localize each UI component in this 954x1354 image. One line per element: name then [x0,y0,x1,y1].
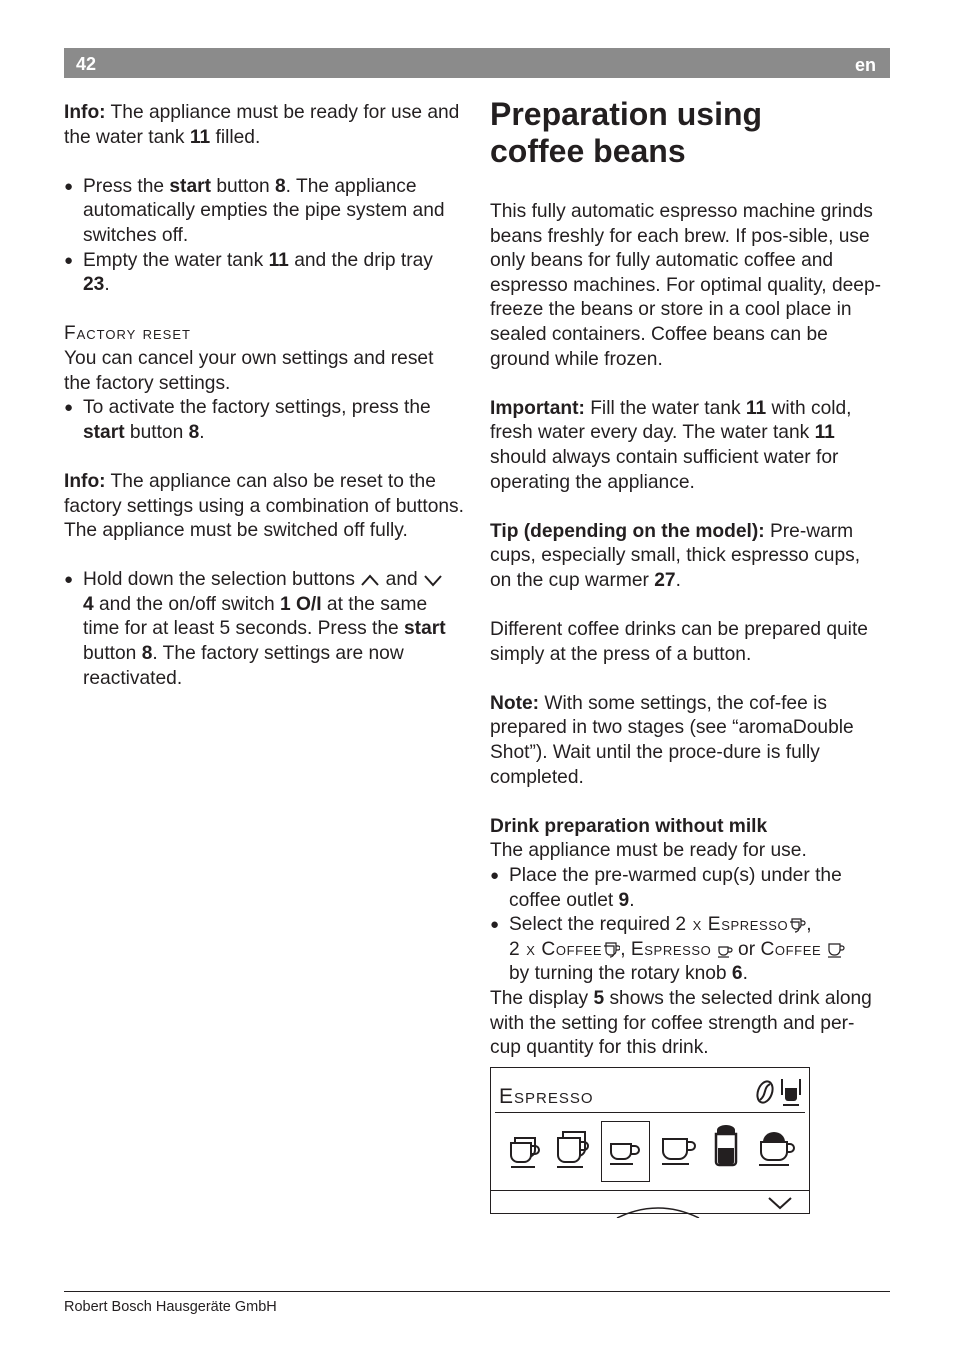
drink-steps [490,864,885,987]
display-bottom-rule [491,1190,809,1191]
subheading-without-milk: Drink preparation without milk [490,815,768,837]
espresso-cup-icon [717,944,733,958]
ready-text: The appliance must be ready for use. [490,840,807,862]
list-item: ● Empty the water tank 11 and the drip tray 23. [64,249,464,298]
display-description: The display 5 shows the selected drink along with the setting for coffee strength and per-cup quantity for this drink. [490,988,872,1059]
cappuccino-cup-icon [755,1126,795,1178]
note-paragraph: Note: With some settings, the cof-fee is prepared in two stages (see “aromaDouble Shot”). Wait until the proce-dure is fully completed. [490,692,854,788]
coffee-cup-icon [827,942,845,958]
combination-reset-steps [64,568,464,691]
display-top-rule [495,1112,805,1113]
reset-steps [64,396,464,445]
coffee-bean-strength-icon [755,1078,775,1114]
espresso-cup-icon [607,1138,643,1178]
cup-quantity-icon [779,1076,803,1116]
list-item: ● Press the start button 8. The appliance automatically empties the pipe system and switches off. [64,175,464,249]
chevron-up-icon [360,572,380,588]
double-coffee-cup-icon [553,1128,595,1180]
info-paragraph-reset: Info: The appliance can also be reset to the factory settings using a combination of buttons. The appliance must be switched off fully. [64,470,464,542]
left-column [64,101,464,691]
intro-paragraph: This fully automatic espresso machine grinds beans freshly for each brew. If pos-sible, use only beans for fully automatic coffee and espresso machines. For optimal quality, deep-freeze the beans or store in a cool place in sealed containers. Coffee beans can be ground while frozen. [490,201,882,370]
display-drink-label: Espresso [499,1085,594,1108]
tip-paragraph: Tip (depending on the model): Pre-warm cups, especially small, thick espresso cups, on the cup warmer 27. [490,520,861,591]
page-header-bar [64,48,890,78]
section-label-factory-reset: Factory reset [64,323,191,345]
info-paragraph-ready: Info: The appliance must be ready for use and the water tank 11 filled. [64,102,460,148]
page-title: Preparation using coffee beans [490,96,763,169]
rotary-knob-arc [615,1201,701,1226]
drinks-paragraph: Different coffee drinks can be prepared quite simply at the press of a button. [490,619,868,665]
double-cup-icon [602,940,620,958]
list-item: ● To activate the factory settings, press the start button 8. [64,396,464,445]
reset-text: You can cancel your own settings and reset the factory settings. [64,347,434,394]
right-column [490,96,885,1061]
footer-company: Robert Bosch Hausgeräte GmbH [64,1299,277,1315]
list-item: ● Select the required 2 x Espresso , 2 x Coffee , Espresso or Coffee by turning the rotary knob 6. [490,913,885,987]
latte-glass-icon [711,1122,741,1178]
switch-off-steps [64,175,464,298]
important-paragraph: Important: Fill the water tank 11 with cold, fresh water every day. The water tank 11 should always contain sufficient water for operating the appliance. [490,397,852,493]
chevron-down-icon [423,572,443,588]
language-label: en [854,55,876,75]
list-item: ● Hold down the selection buttons and 4 and the on/off switch 1 O/I at the same time for at least 5 seconds. Press the start button 8. The factory settings are now reactivated. [64,568,464,691]
chevron-down-icon [767,1194,793,1219]
double-espresso-cup-icon [507,1132,547,1180]
list-item: ● Place the pre-warmed cup(s) under the coffee outlet 9. [490,864,885,913]
display-illustration [490,1067,810,1214]
footer-rule [64,1291,890,1292]
coffee-cup-icon [659,1134,697,1178]
page-number: 42 [76,54,97,74]
double-cup-icon [788,915,806,933]
